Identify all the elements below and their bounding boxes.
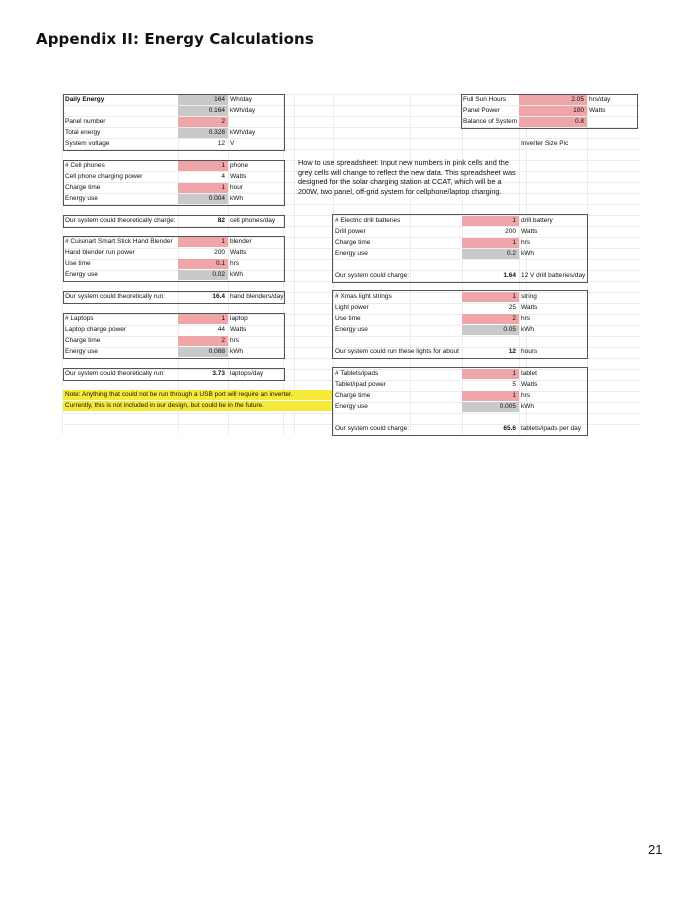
cell-result-label: Our system could theoretically charge: (65, 217, 176, 224)
light-power-label: Light power (335, 304, 369, 311)
laptop-charge-time-label: Charge time (65, 337, 101, 344)
laptop-power-unit: Watts (230, 326, 247, 333)
blender-energy-use-label: Energy use (65, 271, 98, 278)
tablet-power-value: 5 (512, 381, 516, 388)
laptop-power-value: 44 (217, 326, 225, 333)
cell-charge-time-unit: hour (230, 184, 244, 191)
tablet-power-unit: Watts (521, 381, 538, 388)
cell-phone-power-label: Cell phone charging power (65, 173, 143, 180)
blender-energy-use-value: 0.02 (178, 270, 228, 280)
tablet-result-label: Our system could charge: (335, 425, 410, 432)
drill-power-unit: Watts (521, 228, 538, 235)
system-voltage-label: System voltage (65, 140, 110, 147)
blender-use-time-unit: hrs (230, 260, 240, 267)
drill-energy-use-value: 0.2 (462, 249, 519, 259)
cell-phones-input[interactable]: 1 (178, 161, 228, 171)
panel-number-label: Panel number (65, 118, 106, 125)
drill-energy-use-unit: kWh (521, 250, 534, 257)
xmas-energy-use-unit: kWh (521, 326, 534, 333)
future-note: Currently, this is not included in our design, but could be in the future. (63, 401, 333, 411)
blender-power-unit: Watts (230, 249, 247, 256)
xmas-input[interactable]: 1 (462, 292, 519, 302)
daily-energy-value: 164 (178, 95, 228, 105)
tablet-charge-time-input[interactable]: 1 (462, 391, 519, 401)
inverter-size-label: Inverter Size Pic (521, 140, 569, 147)
xmas-energy-use-value: 0.05 (462, 325, 519, 335)
drill-charge-time-label: Charge time (335, 239, 371, 246)
panel-power-label: Panel Power (463, 107, 500, 114)
blender-result-label: Our system could theoretically run: (65, 293, 166, 300)
drill-charge-time-input[interactable]: 1 (462, 238, 519, 248)
full-sun-hours-label: Full Sun Hours (463, 96, 506, 103)
drill-unit: drill battery (521, 217, 553, 224)
drill-result-label: Our system could charge: (335, 272, 410, 279)
page-number: 21 (648, 842, 663, 857)
laptop-energy-use-label: Energy use (65, 348, 98, 355)
daily-energy-label: Daily Energy (65, 96, 105, 103)
blender-use-time-label: Use time (65, 260, 91, 267)
tablet-charge-time-label: Charge time (335, 392, 371, 399)
xmas-energy-use-label: Energy use (335, 326, 368, 333)
daily-energy-unit: Wh/day (230, 96, 253, 103)
xmas-label: # Xmas light strings (335, 293, 392, 300)
drill-result-value: 1.64 (503, 272, 516, 279)
blender-energy-use-unit: kWh (230, 271, 243, 278)
cell-energy-use-label: Energy use (65, 195, 98, 202)
laptop-power-label: Laptop charge power (65, 326, 127, 333)
drill-charge-time-unit: hrs (521, 239, 531, 246)
balance-of-system-label: Balance of System (463, 118, 518, 125)
laptops-unit: laptop (230, 315, 248, 322)
daily-energy-kwh-unit: kWh/day (230, 107, 256, 114)
cell-phone-power-unit: Watts (230, 173, 247, 180)
laptop-result-label: Our system could theoretically run: (65, 370, 166, 377)
tablets-input[interactable]: 1 (462, 369, 519, 379)
total-energy-unit: kWh/day (230, 129, 256, 136)
drill-result-unit: 12 V drill batteries/day (521, 272, 586, 279)
drill-power-value: 200 (505, 228, 516, 235)
tablet-energy-use-value: 0.005 (462, 402, 519, 412)
total-energy-label: Total energy (65, 129, 101, 136)
laptop-energy-use-unit: kWh (230, 348, 243, 355)
blender-use-time-input[interactable]: 0.1 (178, 259, 228, 269)
page-title: Appendix II: Energy Calculations (36, 30, 314, 48)
daily-energy-kwh-value: 0.164 (178, 106, 228, 116)
xmas-unit: string (521, 293, 537, 300)
total-energy-value: 0.328 (178, 128, 228, 138)
tablet-charge-time-unit: hrs (521, 392, 531, 399)
xmas-result-label: Our system could run these lights for about (335, 348, 459, 355)
blender-result-unit: hand blenders/day (230, 293, 284, 300)
system-voltage-unit: V (230, 140, 235, 147)
laptop-result-unit: laptops/day (230, 370, 264, 377)
tablet-energy-use-label: Energy use (335, 403, 368, 410)
tablet-result-unit: tablets/ipads per day (521, 425, 581, 432)
instructions-text: How to use spreadsheet: Input new numbers in pink cells and the grey cells will change to reflect the new data. This spreadsheet was designed for the solar charging station at CCAT, which will be a 200W, two panel, off-grid system for cellphone/laptop charging. (298, 158, 516, 196)
cell-charge-time-label: Charge time (65, 184, 101, 191)
blender-power-value: 200 (214, 249, 225, 256)
blender-unit: blender (230, 238, 252, 245)
tablet-energy-use-unit: kWh (521, 403, 534, 410)
cell-energy-use-value: 0.004 (178, 194, 228, 204)
cell-phones-unit: phone (230, 162, 249, 169)
cell-result-unit: cell phones/day (230, 217, 276, 224)
cell-phone-power-value: 4 (221, 173, 225, 180)
balance-of-system-input[interactable]: 0.8 (519, 117, 587, 127)
drill-label: # Electric drill batteries (335, 217, 401, 224)
inverter-note: Note: Anything that could not be run through a USB port will require an inverter. (63, 390, 333, 400)
xmas-result-value: 12 (508, 348, 516, 355)
drill-energy-use-label: Energy use (335, 250, 368, 257)
tablets-unit: tablet (521, 370, 537, 377)
blender-power-label: Hand blender run power (65, 249, 135, 256)
panel-number-input[interactable]: 2 (178, 117, 228, 127)
drill-input[interactable]: 1 (462, 216, 519, 226)
panel-power-unit: Watts (589, 107, 606, 114)
xmas-result-unit: hours (521, 348, 538, 355)
panel-power-input[interactable]: 100 (519, 106, 587, 116)
tablet-power-label: Tablet/ipad power (335, 381, 386, 388)
drill-power-label: Drill power (335, 228, 366, 235)
laptops-input[interactable]: 1 (178, 314, 228, 324)
laptop-energy-use-value: 0.088 (178, 347, 228, 357)
full-sun-hours-unit: hrs/day (589, 96, 611, 103)
full-sun-hours-input[interactable]: 2.05 (519, 95, 587, 105)
blender-input[interactable]: 1 (178, 237, 228, 247)
system-voltage-value: 12 (217, 140, 225, 147)
cell-phones-label: # Cell phones (65, 162, 105, 169)
laptop-result-value: 3.73 (212, 370, 225, 377)
blender-result-value: 16.4 (212, 293, 225, 300)
tablets-label: # Tablets/ipads (335, 370, 379, 377)
xmas-use-time-unit: hrs (521, 315, 531, 322)
blender-label: # Cuisinart Smart Stick Hand Blender (65, 238, 173, 245)
cell-result-value: 82 (217, 217, 225, 224)
laptop-charge-time-unit: hrs (230, 337, 240, 344)
laptop-charge-time-input[interactable]: 2 (178, 336, 228, 346)
cell-charge-time-input[interactable]: 1 (178, 183, 228, 193)
tablet-result-value: 65.6 (503, 425, 516, 432)
xmas-use-time-label: Use time (335, 315, 361, 322)
cell-energy-use-unit: kWh (230, 195, 243, 202)
light-power-unit: Watts (521, 304, 538, 311)
xmas-use-time-input[interactable]: 2 (462, 314, 519, 324)
light-power-value: 25 (508, 304, 516, 311)
laptops-label: # Laptops (65, 315, 94, 322)
